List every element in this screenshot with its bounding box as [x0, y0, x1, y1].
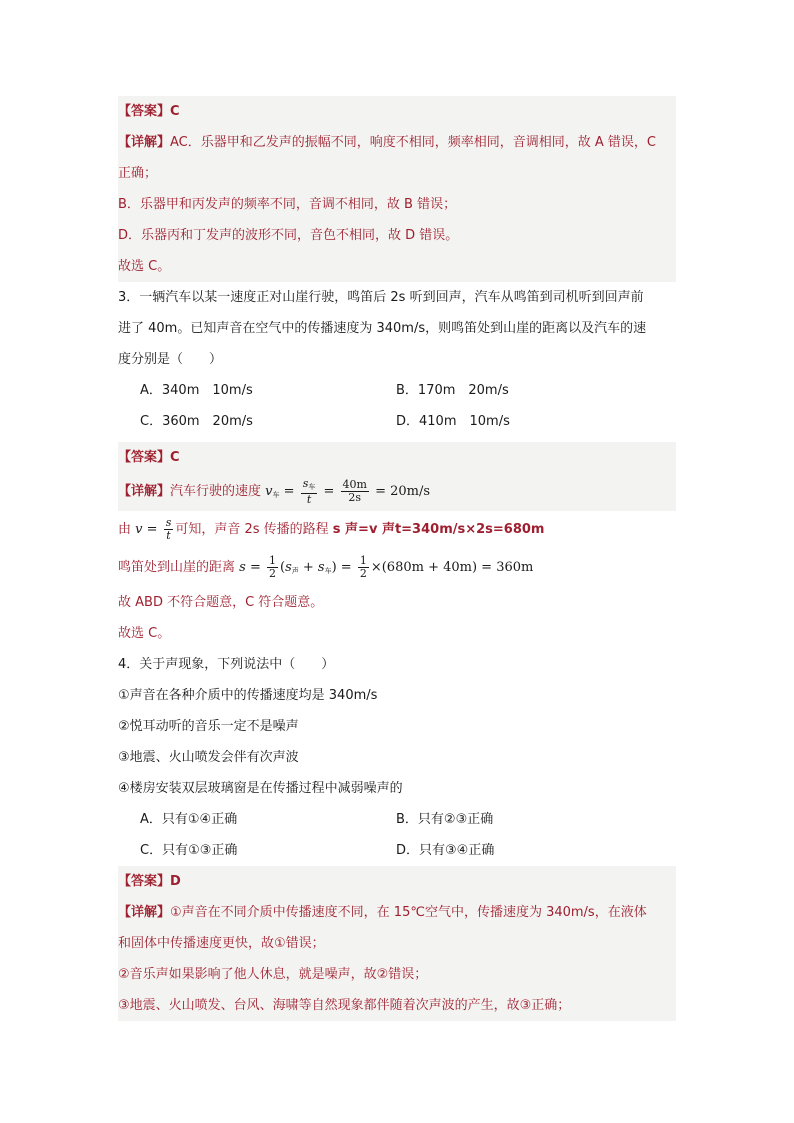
q4-option-c: C．只有①③正确 — [140, 843, 238, 858]
q3-answer-block — [118, 442, 676, 649]
detail-tag: 【详解】 — [118, 135, 171, 150]
q2-answer-line — [118, 96, 676, 127]
detail-text: 汽车行驶的速度 — [170, 484, 262, 499]
q3-option-d: D．410m 10m/s — [396, 414, 510, 429]
q4-answer-line — [118, 866, 676, 897]
q4-item-2: ②悦耳动听的音乐一定不是噪声 — [118, 719, 299, 734]
detail-tag: 【详解】 — [118, 484, 171, 499]
q4-detail-line-4: ③地震、火山喷发、台风、海啸等自然现象都伴随着次声波的产生，故③正确； — [118, 998, 571, 1013]
q3-option-a: A．340m 10m/s — [140, 383, 253, 398]
speed-equation: $v_车$ = $\frac{s_车}{t}$ = $\frac{40m}{2s}$ = 20m/s — [265, 476, 431, 506]
q3-stem — [118, 282, 676, 437]
q4-option-d: D．只有③④正确 — [396, 843, 495, 858]
detail-text: ①声音在不同介质中传播速度不同，在 15℃空气中，传播速度为 340m/s，在液体 — [170, 905, 647, 920]
q2-detail-line-1 — [118, 127, 676, 158]
q3-answer-line — [118, 442, 676, 473]
q4-option-b: B．只有②③正确 — [396, 812, 494, 827]
q3-stem-line-1: 3．一辆汽车以某一速度正对山崖行驶，鸣笛后 2s 听到回声，汽车从鸣笛到司机听到回声前 — [118, 290, 644, 305]
q4-options-row-2 — [118, 835, 676, 866]
q4-detail-line-1 — [118, 897, 676, 928]
q3-detail-line-2: 由 v = $\frac{s}{t}$ 可知，声音 2s 传播的路程 s 声=v 声t=340m/s×2s=680m — [118, 516, 545, 542]
answer-value: C — [170, 450, 180, 465]
q4-detail-line-2: 和固体中传播速度更快，故①错误； — [118, 936, 325, 951]
q4-options-row-1 — [118, 804, 676, 835]
detail-text: AC．乐器甲和乙发声的振幅不同，响度不相同，频率相同，音调相同，故 A 错误，C — [170, 135, 656, 150]
q4-answer-block — [118, 866, 676, 1021]
q2-answer-block — [118, 96, 676, 282]
q4-stem — [118, 649, 676, 866]
q3-options-row-2 — [118, 406, 676, 437]
answer-tag: 【答案】 — [118, 450, 171, 465]
q4-item-3: ③地震、火山喷发会伴有次声波 — [118, 750, 299, 765]
answer-tag: 【答案】 — [118, 874, 171, 889]
q3-option-b: B．170m 20m/s — [396, 383, 509, 398]
detail-tag: 【详解】 — [118, 905, 171, 920]
velocity-formula: v = $\frac{s}{t}$ — [135, 516, 172, 542]
fraction-s-over-t: $\frac{s_车}{t}$ — [302, 476, 316, 506]
distance-equation: s = $\frac{1}{2}$ $(s_声 + s_车)$ = $\frac{1}{2}$ ×(680m + 40m) = 360m — [239, 554, 534, 580]
q2-detail-line-2: 正确； — [118, 166, 158, 181]
document-page — [118, 96, 676, 1021]
q2-detail-line-5: 故选 C。 — [118, 259, 171, 274]
q3-detail-line-1 — [118, 473, 676, 511]
fraction-40m-over-2s: $\frac{40m}{2s}$ — [342, 478, 367, 504]
q4-detail-line-3: ②音乐声如果影响了他人休息，就是噪声，故②错误； — [118, 967, 428, 982]
q4-item-4: ④楼房安装双层玻璃窗是在传播过程中减弱噪声的 — [118, 781, 403, 796]
q3-detail-line-5: 故选 C。 — [118, 626, 171, 641]
q3-options-row-1 — [118, 375, 676, 406]
distance-formula: s 声=v 声t=340m/s×2s=680m — [332, 522, 545, 537]
q2-detail-line-4: D．乐器丙和丁发声的波形不同，音色不相同，故 D 错误。 — [118, 228, 459, 243]
q3-option-c: C．360m 20m/s — [140, 414, 253, 429]
answer-tag: 【答案】 — [118, 104, 171, 119]
q4-option-a: A．只有①④正确 — [140, 812, 238, 827]
q3-stem-line-2: 进了 40m。已知声音在空气中的传播速度为 340m/s，则鸣笛处到山崖的距离以及汽车的速 — [118, 321, 647, 336]
q3-stem-line-3: 度分别是（ ） — [118, 352, 223, 367]
answer-value: C — [170, 104, 180, 119]
q4-stem-line: 4．关于声现象，下列说法中（ ） — [118, 657, 335, 672]
q3-detail-line-3: 鸣笛处到山崖的距离 s = $\frac{1}{2}$ $(s_声 + s_车)$ = $\frac{1}{2}$ ×(680m + 40m) = 360m — [118, 554, 534, 580]
q4-item-1: ①声音在各种介质中的传播速度均是 340m/s — [118, 688, 378, 703]
q2-detail-line-3: B．乐器甲和丙发声的频率不同，音调不相同，故 B 错误； — [118, 197, 457, 212]
q3-detail-line-4: 故 ABD 不符合题意，C 符合题意。 — [118, 595, 324, 610]
answer-value: D — [170, 874, 181, 889]
